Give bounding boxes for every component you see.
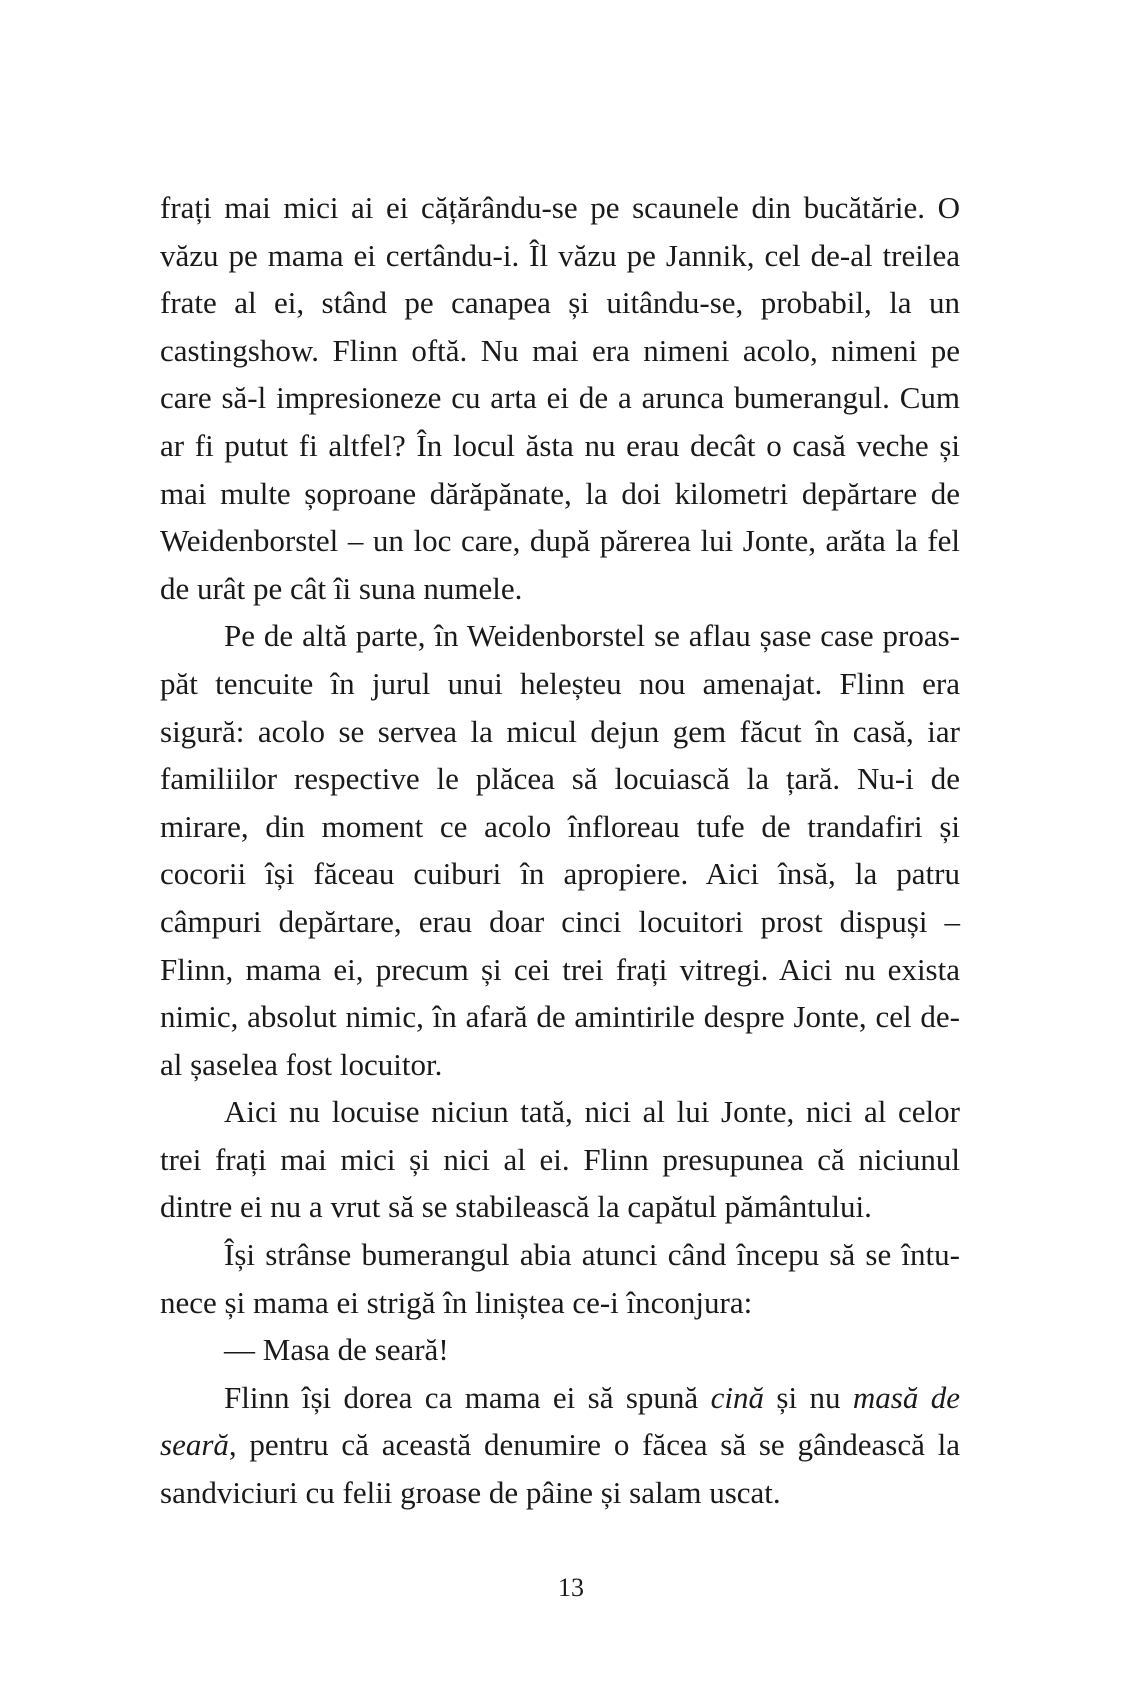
paragraph-6 (160, 1374, 960, 1517)
page-body (160, 184, 960, 1517)
paragraph-2-text: Pe de altă parte, în Weidenborstel se aflau șase case proaspăt tencuite în jurul unui heleșteu nou amenajat. Flinn era sigură: acolo se servea la micul dejun gem făcut în casă, iar familiilor respective le plăcea să locuiască la țară. Nu-i de mirare, din moment ce acolo înfloreau tufe de trandafiri și cocorii își făceau cuiburi în apropiere. Aici însă, la patru câmpuri depărtare, erau doar cinci locuitori prost dispuși – Flinn, mama ei, precum și cei trei frați vitregi. Aici nu exista nimic, absolut nimic, în afară de amintirile despre Jonte, cel de-al șaselea fost locuitor. (160, 618, 960, 1082)
paragraph-1-text: frați mai mici ai ei cățărându-se pe scaunele din bucătărie. O văzu pe mama ei certându-i. Îl văzu pe Jannik, cel de-al treilea frate al ei, stând pe canapea și uitându-se, probabil, la un castingshow. Flinn oftă. Nu mai era nimeni acolo, nimeni pe care să-l impresioneze cu arta ei de a arunca bumerangul. Cum ar fi putut fi altfel? În locul ăsta nu erau decât o casă veche și mai multe șoproane dărăpănate, la doi kilometri depărtare de Weidenborstel – un loc care, după părerea lui Jonte, arăta la fel de urât pe cât îi suna numele. (160, 190, 960, 606)
paragraph-6-italic-cina: cină (710, 1379, 764, 1415)
paragraph-5-text: — Masa de seară! (224, 1332, 449, 1368)
paragraph-1 (160, 184, 960, 612)
paragraph-5-dialogue (160, 1326, 960, 1374)
paragraph-4-text: Își strânse bumerangul abia atunci când începu să se întunece și mama ei strigă în liniștea ce-i înconjura: (160, 1237, 960, 1320)
paragraph-3 (160, 1088, 960, 1231)
paragraph-4 (160, 1231, 960, 1326)
paragraph-6-text-b: și nu (763, 1379, 853, 1415)
paragraph-6-text-a: Flinn își dorea ca mama ei să spună (224, 1379, 711, 1415)
paragraph-6-text-c: , pentru că această denumire o făcea să se gândească la sandviciuri cu felii groase de pâine și salam uscat. (160, 1427, 960, 1511)
paragraph-3-text: Aici nu locuise niciun tată, nici al lui Jonte, nici al celor trei frați mai mici și nici al ei. Flinn presupunea că niciunul dintre ei nu a vrut să se stabilească la capătul pământului. (160, 1094, 960, 1225)
paragraph-6-italic-masa-de-seara: masă de seară (160, 1379, 960, 1463)
paragraph-2 (160, 612, 960, 1088)
page-number: 13 (558, 1573, 584, 1602)
